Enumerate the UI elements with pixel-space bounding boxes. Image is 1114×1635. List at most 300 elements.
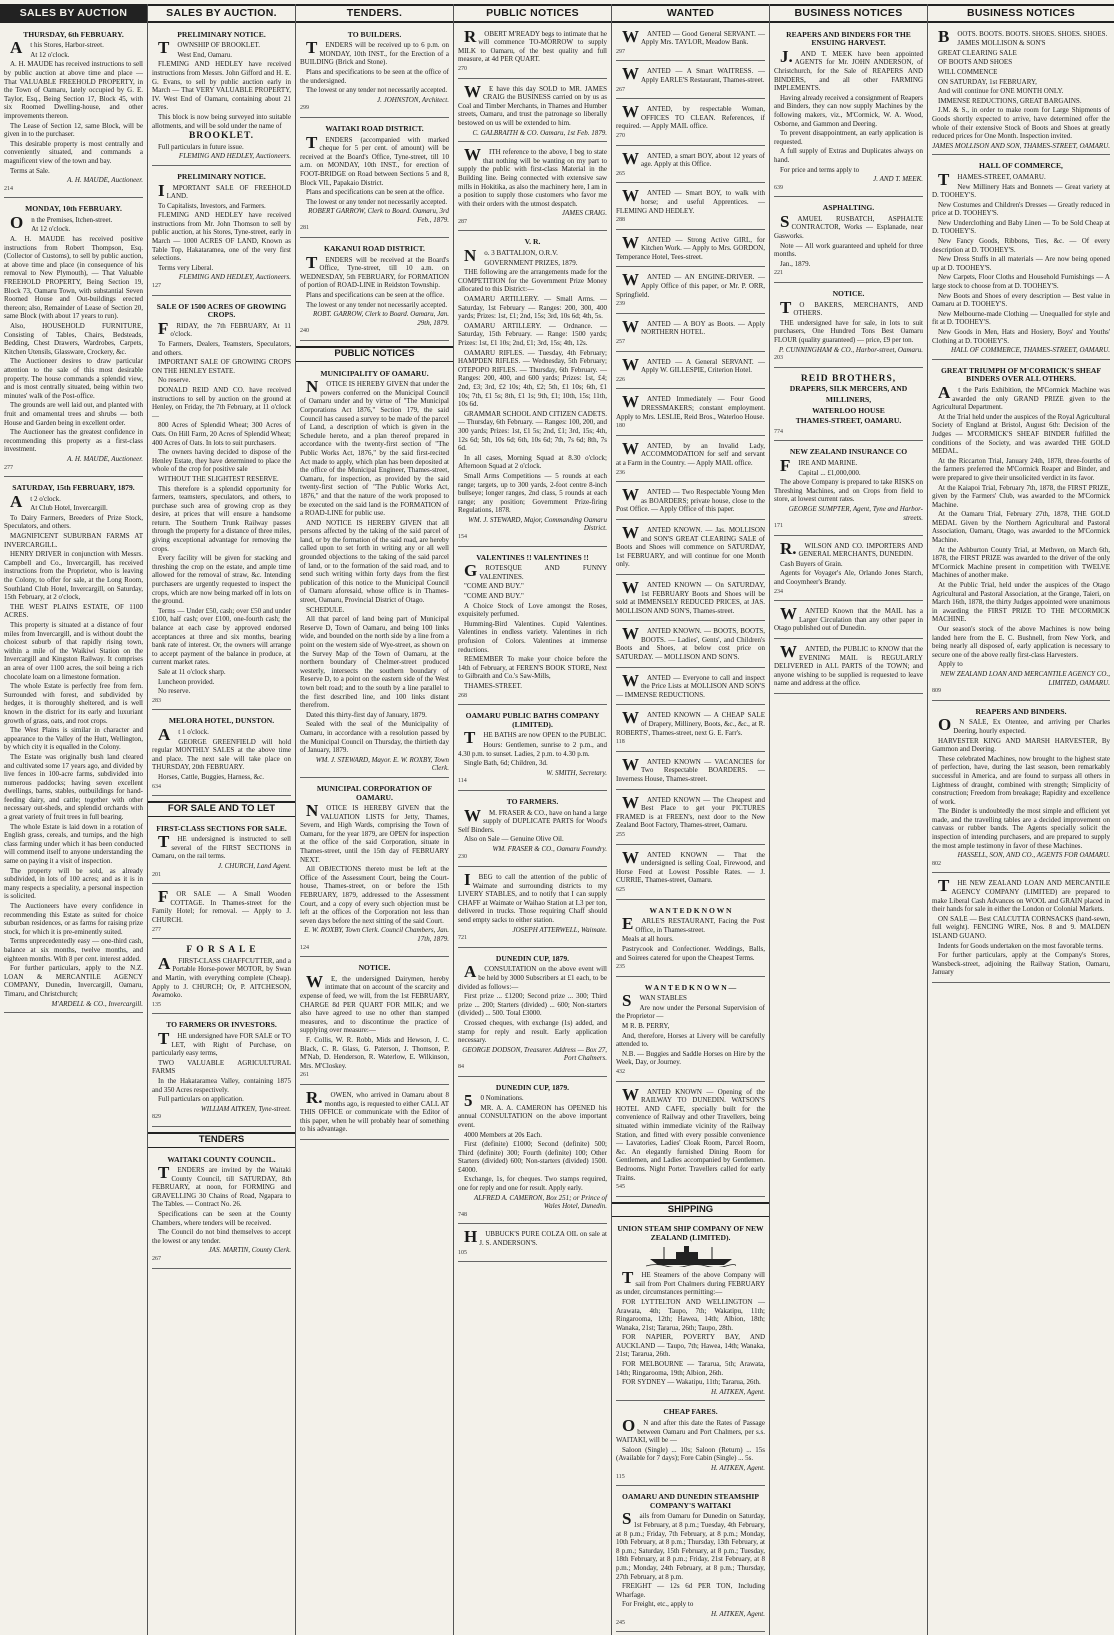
advertisement bbox=[4, 27, 143, 199]
ad-text: TENDERS are invited by the Waitaki County Council, till SATURDAY, 8th FEBRUARY, at noon, for FORMING and GRAVELLING 30 Chains of Road, Ngapara to The Tables. — Contract No. 26. bbox=[152, 1163, 291, 1209]
advertisement bbox=[152, 887, 291, 939]
ad-heading: DRAPERS, SILK MERCERS, AND bbox=[789, 384, 908, 394]
ad-text: ON and after this date the Rates of Passage between Oamaru and Port Chalmers, per s.s. WAITAKI, will be — bbox=[616, 1416, 765, 1445]
ad-number: 261 bbox=[300, 1072, 309, 1079]
ad-text: This desirable property is most centrally and conveniently situated, and commands a magnificent view of the town and bay. bbox=[4, 139, 143, 165]
ad-heading: KAKANUI ROAD DISTRICT. bbox=[324, 244, 425, 254]
ad-text: TO BAKERS, MERCHANTS, AND OTHERS. bbox=[780, 297, 923, 318]
ad-text: FOR SYDNEY — Wakatipu, 11th; Tararua, 26th. bbox=[622, 1378, 761, 1387]
ad-text: WANTED, the PUBLIC to KNOW that the EVENING MAIL is REGULARLY DELIVERED in ALL PARTS of the TOWN; and anyone wishing to be supplied is requested to leave name and address at the office. bbox=[774, 642, 923, 688]
ad-signature: A. H. MAUDE, Auctioneer. bbox=[67, 454, 143, 463]
advertisement bbox=[616, 485, 765, 520]
ad-heading: WAITAKI ROAD DISTRICT. bbox=[325, 123, 424, 133]
steamship-icon bbox=[616, 1245, 765, 1270]
ad-text: WANTED, by an Invalid Lady, ACCOMMODATION for self and servant at a Farm in the Country. — Apply MAIL office. bbox=[616, 438, 765, 467]
ad-text: THAMES-STREET. bbox=[464, 681, 523, 690]
ad-text: THE undersigned have FOR SALE or TO LET, with Right of Purchase, on particularly easy terms, bbox=[152, 1028, 291, 1058]
section-banner: TENDERS bbox=[148, 1132, 295, 1148]
ad-text: This property is situated at a distance of four miles from Invercargill, and is without doubt the choicest suburb of that rapidly rising town, within a mile of the Waikiwi Station on the Invercargill and Kingston Railway. It comprises an area of over 1100 acres, the soil being a rich chocolate loam on a limestone formation. bbox=[4, 621, 143, 681]
ad-text: Sealed with the seal of the Municipality of Oamaru, in accordance with a resolution passed by the Municipal Council on Thursday, the thirtieth day of January, 1879. bbox=[300, 720, 449, 755]
ad-text: West End, Oamaru. bbox=[177, 50, 232, 59]
advertisement bbox=[774, 604, 923, 639]
ad-number: 277 bbox=[4, 464, 13, 471]
ad-text: WANTED — AN ENGINE-DRIVER. — Apply Office of this paper, or Mr. P. ORR, Springfield. bbox=[616, 270, 765, 299]
ad-number: 297 bbox=[616, 48, 625, 55]
ad-text: At the Riccarton Trial, January 24th, 1878, three-fourths of the farmers preferred the M'Cormick Reaper and Binder, and were prepared to give their unsolicited verdict in its favor. bbox=[932, 456, 1110, 482]
ad-text: GREAT CLEARING SALE bbox=[938, 48, 1017, 57]
ad-number: 180 bbox=[616, 423, 625, 430]
ad-text: MR. A. A. CAMERON has OPENED his annual CONSULTATION on the above important event. bbox=[458, 1103, 607, 1129]
ad-number: 809 bbox=[932, 688, 941, 695]
ad-text: Specifications can be seen at the County Chambers, where tenders will be received. bbox=[152, 1210, 291, 1227]
ad-heading: NEW ZEALAND INSURANCE CO bbox=[789, 447, 908, 457]
ad-signature: HALL OF COMMERCE, THAMES-STREET, OAMARU. bbox=[951, 346, 1110, 355]
ad-text: Hours: Gentlemen, sunrise to 2 p.m., and 4.30 p.m. to sunset. Ladies, 2 p.m. to 4.30 p.m. bbox=[458, 740, 607, 758]
ad-text: SAMUEL RUSBATCH, ASPHALTE CONTRACTOR, Works — Esplanade, near Gasworks. bbox=[774, 211, 923, 241]
ad-text: FOR NAPIER, POVERTY BAY, AND AUCKLAND — Taupo, 7th; Hawea, 14th; Wanaka, 21st; Tararua, 26th. bbox=[616, 1333, 765, 1359]
advertisement bbox=[152, 821, 291, 885]
ad-text: The Auctioneers have every confidence in recommending this Estate as suited for choice suburban residences, or as farms for raising prize stock, for which it is pre-eminently suited. bbox=[4, 902, 143, 936]
ad-text: Plans and specifications can be seen at the office. bbox=[306, 188, 445, 197]
ad-heading: SALE OF 1500 ACRES OF GROWING CROPS. bbox=[156, 301, 287, 320]
ad-text: GROTESQUE AND FUNNY VALENTINES. bbox=[464, 561, 607, 581]
ad-number: 84 bbox=[458, 1063, 464, 1070]
ad-signature: M'ARDELL & CO., Invercargill. bbox=[51, 999, 143, 1008]
ad-heading: TO FARMERS. bbox=[506, 796, 559, 806]
ad-text: The Auctioneer desires to draw particular attention to the sale of this most desirable property. The house commands a splendid view, and is most centrally situated, being within two minutes' walk of the Post-office. bbox=[4, 357, 143, 400]
ad-number: 277 bbox=[152, 926, 161, 933]
ad-text: WANTED — A General SERVANT. — Apply W. GILLESPIE, Criterion Hotel. bbox=[622, 354, 765, 375]
ad-text: Every facility will be given for stacking and threshing the crop on the estate, and ample time allowed for the removal of straw, &c. Intending purchasers are urgently requested to inspect the crops, which are now being marked off in lots on the ground. bbox=[152, 554, 291, 606]
ad-text: Terms — Under £50, cash; over £50 and under £100, half cash; over £100, one-fourth cash; the balance at each case by approved endorsed acceptances at three and six months, bearing bank rate of interest. Or, the owners will arrange to accept payment of the balance in produce, at current market rates. bbox=[152, 606, 291, 667]
ad-number: 239 bbox=[616, 301, 625, 308]
ad-number: 270 bbox=[616, 132, 625, 139]
advertisement bbox=[616, 64, 765, 99]
ad-number: 245 bbox=[616, 1619, 625, 1626]
ad-text: For Freight, etc., apply to bbox=[622, 1600, 694, 1609]
advertisement bbox=[4, 480, 143, 1013]
ad-heading: TO BUILDERS. bbox=[347, 29, 402, 39]
ad-heading: DUNEDIN CUP, 1879. bbox=[495, 1082, 570, 1092]
ad-text: In all cases, Morning Squad at 8.30 o'clock; Afternoon Squad at 2 o'clock. bbox=[458, 453, 607, 471]
ad-number: 265 bbox=[616, 170, 625, 177]
ad-text: ON SATURDAY, 1st FEBRUARY, bbox=[938, 77, 1037, 86]
ad-text: THE undersigned is instructed to sell several of the FIRST SECTIONS in Oamaru, on the rail terms. bbox=[152, 832, 291, 861]
ad-text: The West Plains is similar in character and appearance to the Valley of the Hutt, Wellington, by which city it is equalled in the Colony. bbox=[4, 726, 143, 752]
ad-heading: OAMARU PUBLIC BATHS COMPANY (LIMITED). bbox=[465, 711, 600, 729]
advertisement bbox=[152, 27, 291, 166]
section-banner: PUBLIC NOTICES bbox=[296, 346, 453, 362]
ad-text: WM. FRASER & CO., have on hand a large supply of DUPLICATE PARTS for Wood's Self Binders. bbox=[458, 805, 607, 834]
ad-text: FREIGHT — 12s 6d PER TON, Including Wharfage. bbox=[616, 1582, 765, 1599]
ad-text: And will continue for ONE MONTH ONLY. bbox=[938, 87, 1064, 96]
ad-text: 4000 Members at 20s Each. bbox=[464, 1130, 542, 1139]
ad-signature: J. JOHNSTON, Architect. bbox=[376, 95, 449, 104]
ad-signature: JAS. MARTIN, County Clerk. bbox=[208, 1246, 291, 1255]
ad-text: Terms unprecedentedly easy — one-third cash, balance at six months, twelve months, and eighteen months. With 8 per cent. interest added. bbox=[4, 937, 143, 963]
ad-number: 235 bbox=[616, 964, 625, 971]
ad-number: 432 bbox=[616, 1069, 625, 1076]
advertisement bbox=[616, 270, 765, 313]
ad-text: At his Stores, Harbor-street. bbox=[10, 38, 104, 58]
ad-heading: NOTICE. bbox=[832, 289, 865, 299]
ad-signature: J. CHURCH, Land Agent. bbox=[218, 862, 291, 871]
advertisement bbox=[932, 876, 1110, 983]
ad-text: F. Collis, W. R. Robb, Mids and Hewson, J. C. Black, C. R. Glass, G. Paterson, J. Thomson, P. M'Nab, D. Henderson, R. Waterlow, E. Wilkinson, Mrs. M'Closkey. bbox=[300, 1035, 449, 1070]
ad-heading: OAMARU AND DUNEDIN STEAMSHIP COMPANY'S WAITAKI bbox=[622, 1492, 759, 1510]
ad-text: WANTED Known that the MAIL has a Larger Circulation than any other paper in Otago published out of Dunedin. bbox=[774, 604, 923, 633]
section-banner: SHIPPING bbox=[612, 1202, 769, 1218]
ad-text: M R. B. PERRY, bbox=[622, 1022, 670, 1031]
advertisement bbox=[300, 121, 449, 238]
advertisement bbox=[932, 158, 1110, 359]
advertisement bbox=[616, 848, 765, 900]
ad-signature: WM. FRASER & CO., Oamaru Foundry. bbox=[492, 844, 607, 853]
ad-text: At the Trial held under the auspices of the Royal Agricultural Society of England at Bristol, August 6th: Decision of the Judges — M'CORMICK'S SHEAF BINDER fulfilled the conditions of the Society, and was awarded THE GOLD MEDAL. bbox=[932, 412, 1110, 456]
ad-signature: W. SMITH, Secretary. bbox=[546, 768, 607, 777]
ad-text: WE, the undersigned Dairymen, hereby intimate that on account of the scarcity and expense of feed, we will, from the 1st FEBRUARY, CHARGE 8d PER QUART FOR MILK; and we also have agreed to use no other than stamped measures, and to discontinue the practice of supplying over measure:— bbox=[300, 971, 449, 1035]
advertisement bbox=[774, 286, 923, 368]
ad-text: Saloon (Single) ... 10s; Saloon (Return) ... 15s (Available for 7 days); Fore Cabin (Single) ... 5s. bbox=[616, 1445, 765, 1463]
ad-heading: HALL OF COMMERCE, bbox=[979, 161, 1063, 171]
advertisement bbox=[616, 355, 765, 390]
ad-text: At the Ashburton County Trial, at Methven, on March 6th, 1878, the FIRST PRIZE was awarded to the driver of the only M'Cormick Machine present in competition with TWELVE Machines of another make. bbox=[932, 545, 1110, 580]
ad-text: IMMENSE REDUCTIONS, GREAT BARGAINS. bbox=[938, 96, 1082, 105]
ad-text: ON SALE, Ex Otentee, and arriving per Charles Deering, hourly expected. bbox=[938, 715, 1110, 735]
ad-signature: GEORGE SUMPTER, Agent, Tyne and Harbor-streets. bbox=[788, 504, 923, 522]
ad-text: GRAMMAR SCHOOL AND CITIZEN CADETS. — Thursday, 6th February. — Ranges: 100, 200, and 300 yards; Prizes: 1st, £1 5s; 2nd, £1; 3rd, 15s; 4th, 12s 6d; 5th, 10s 6d; 6th, 10s 6d; 7th, 7s 6d; 8th, 7s 6d. bbox=[458, 409, 607, 453]
ad-number: 240 bbox=[300, 328, 309, 335]
ad-heading: THAMES-STREET, OAMARU. bbox=[795, 416, 902, 426]
ad-signature: J. AND T. MEEK. bbox=[873, 175, 923, 184]
advertisement bbox=[616, 27, 765, 62]
advertisement bbox=[152, 1152, 291, 1269]
ad-text: Having already received a consignment of Reapers and Binders, they can now supply Machines by the following makers, viz., M'Cormick, W. A. Wood, Osborne, and Gammon and Deering. bbox=[774, 93, 923, 128]
advertisement bbox=[616, 392, 765, 435]
ad-text: The owners having decided to dispose of the Henley Estate, they have determined to place the whole of the crop for positive sale bbox=[152, 448, 291, 474]
ad-text: WANTED — Good General SERVANT. — Apply Mrs. TAYLOR, Meadow Bank. bbox=[622, 26, 765, 47]
ad-text: WANTED — Strong Active GIRL, for Kitchen Work. — Apply to Mrs. GORDON, Temperance Hotel, Tees-street. bbox=[616, 232, 765, 261]
ad-text: Also, HOUSEHOLD FURNITURE, Consisting of Tables, Chairs, Bedsteads, Bedding, Chest Drawers, Wardrobes, Carpets, Kitchen Utensils, Glassware, Crockery, &c. bbox=[4, 322, 143, 356]
ad-text: THE WEST PLAINS ESTATE, OF 1100 ACRES. bbox=[4, 602, 143, 620]
ad-text: The Binder is undoubtedly the most simple and efficient yet made, and the travelling tables are a decided improvement on canvass or rubber bands. The Agents specially solicit the inspection of intending purchasers, and are prepared to supply the most ample testimony in favor of these Machines. bbox=[932, 807, 1110, 850]
ad-text: REMEMBER To make your choice before the 14th of February, at FEREN'S BOOK STORE, Next to Gilbraith and Co.'s Saw-Mills, bbox=[458, 655, 607, 681]
section-banner: BUSINESS NOTICES bbox=[928, 4, 1114, 23]
ad-text: TENDERS (accompanied with marked cheque for 5 per cent. of amount) will be received at the Board's Office, Tyne-street, till 10 a.m. on MONDAY, 10th INST., for erection of FOOT-BRIDGE on Road between Sections 5 and 8, Block VII., Papakaio District. bbox=[300, 132, 449, 187]
ad-text: To prevent disappointment, an early application is requested. bbox=[774, 129, 923, 146]
advertisement bbox=[458, 870, 607, 948]
advertisement bbox=[616, 1085, 765, 1197]
ad-text: J.M. & S., in order to make room for Large Shipments of Goods shortly expected to arrive, have determined offer the whole of their extensive Stock of Boots and Shoes at greatly reduced prices for One Month. Inspection invited. bbox=[932, 106, 1110, 141]
ad-number: 230 bbox=[458, 854, 467, 861]
page-column bbox=[612, 4, 770, 1635]
ad-number: 257 bbox=[616, 339, 625, 346]
ad-heading: SATURDAY, 15th FEBRUARY, 1879. bbox=[12, 483, 135, 493]
ad-text: At the Oamaru Trial, February 27th, 1878, THE GOLD MEDAL Given by the Northern Agricultural and Pastoral Association, Oamaru, Otago, was awarded to the M'Cormick Machine. bbox=[932, 510, 1110, 545]
ad-text: WANTED — Two Respectable Young Men as BOARDERS; private house, close to the Post Office. — Apply Office of this paper. bbox=[616, 485, 765, 514]
ad-text: New Millinery Hats and Bonnets — Great variety at D. TOOHEY'S. bbox=[932, 182, 1110, 200]
ad-text: WANTED — A Smart WAITRESS. — Apply EARLE'S Restaurant, Thames-street. bbox=[622, 64, 765, 84]
ad-text: ROBERT M'READY begs to intimate that he will commence TO-MORROW to supply MILK to Oamaru, of the best quality and full measure, at 4d PER QUART. bbox=[458, 26, 607, 64]
ad-text: Plans and specifications to be seen at the office of the undersigned. bbox=[300, 67, 449, 85]
advertisement bbox=[152, 942, 291, 1014]
ad-text: FRIDAY, the 7th FEBRUARY, At 11 o'clock. bbox=[158, 318, 291, 339]
ad-text: NOTICE IS HEREBY GIVEN that the VALUATION LISTS for Jetty, Thames, Severn, and High Wards, comprising the Town of Oamaru, for the year 1879, are OPEN for inspection at the office of the said Corporation, situate in Thames-street, until the 15th day of FEBRUARY NEXT. bbox=[300, 801, 449, 864]
ad-text: A full supply of Extras and Duplicates always on hand. bbox=[774, 147, 923, 164]
advertisement bbox=[774, 27, 923, 198]
page-column bbox=[454, 4, 612, 1635]
ad-text: FIRE AND MARINE. bbox=[780, 455, 858, 475]
advertisement bbox=[774, 539, 923, 602]
ad-text: The Lease of Section 12, same Block, will be given in to the purchaser. bbox=[4, 121, 143, 139]
ad-text: FLEMING AND HEDLEY have received instructions from Messrs. John Gifford and H. E. G. Evans, to sell by public auction early in March — That VERY VALUABLE PROPERTY, IV. West End of Oamaru, containing about 21 acres. bbox=[152, 60, 291, 112]
advertisement bbox=[4, 201, 143, 477]
ad-text: WANTED KNOWN — VACANCIES for Two Respectable BOARDERS. — Inverness House, Thames-street. bbox=[616, 754, 765, 783]
ad-text: At Club Hotel, Invercargill. bbox=[30, 504, 108, 513]
section-banner: SALES BY AUCTION bbox=[0, 4, 147, 23]
ad-text: WANTED KNOWN. — BOOTS, BOOTS, BOOTS. — Ladies', Gents', and Children's Boots and Shoes, at below cost price on SATURDAY. — MOLLISON AND SON'S. bbox=[616, 624, 765, 662]
ad-heading: VALENTINES !! VALENTINES !! bbox=[476, 552, 589, 562]
ad-signature: WM. J. STEWARD, Mayor. E. W. ROXBY, Town Clerk. bbox=[315, 755, 449, 773]
ad-number: 625 bbox=[616, 886, 625, 893]
ad-text: A. H. MAUDE has received instructions to sell by public auction at above time and place — That VALUABLE FREEHOLD PROPERTY, in the Town of Oamaru, lately occupied by G. E. Taylor, Esq., Being Section 17, Block 45, with six Roomed Dwelling-house, and other improvements thereon. bbox=[4, 60, 143, 120]
ad-text: New Goods in Men, Hats and Hosiery, Boys' and Youths' Clothing at D. TOOHEY'S. bbox=[932, 328, 1110, 345]
ad-text: The lowest or any tender not necessarily accepted. bbox=[306, 197, 448, 206]
ad-text: New Dress Stuffs in all materials — Are now being opened up at D. TOOHEY'S. bbox=[932, 255, 1110, 272]
ad-text: New Carpets, Floor Cloths and Household Furnishings — A large stock to choose from at D. TOOHEY'S. bbox=[932, 273, 1110, 291]
ad-text: WANTED KNOWN. — Jas. MOLLISON and SON'S GREAT CLEARING SALE of Boots and Shoes will commence on SATURDAY, 1st FEBRUARY, and will continue for one Month only. bbox=[616, 522, 765, 569]
ad-text: WILL COMMENCE bbox=[938, 67, 998, 76]
ad-text: TWO VALUABLE AGRICULTURAL FARMS bbox=[152, 1058, 291, 1076]
ad-text: To Farmers, Dealers, Teamsters, Speculators, and others. bbox=[152, 340, 291, 357]
advertisement bbox=[616, 1221, 765, 1401]
ad-text: WANTED — Everyone to call and inspect the Price Lists at MOLLISON AND SON'S — IMMENSE REDUCTIONS. bbox=[616, 670, 765, 699]
ad-heading: WAITAKI COUNTY COUNCIL. bbox=[167, 1154, 276, 1164]
ad-text: TOWNSHIP OF BROOKLET. bbox=[158, 38, 260, 58]
ad-text: The Council do not bind themselves to accept the lowest or any tender. bbox=[152, 1228, 291, 1245]
ad-text: JAMES MOLLISON & SON'S bbox=[957, 39, 1046, 48]
ad-heading: MELORA HOTEL, DUNSTON. bbox=[168, 716, 275, 726]
ad-text: Also on Sale — Genuine Olive Oil. bbox=[464, 835, 564, 844]
ad-number: 234 bbox=[774, 588, 783, 595]
ad-heading: THURSDAY, 6th FEBRUARY. bbox=[23, 29, 124, 39]
ad-text: IMPORTANT SALE OF FREEHOLD LAND. bbox=[158, 180, 291, 201]
ad-number: 748 bbox=[458, 1211, 467, 1218]
ad-number: 226 bbox=[616, 376, 625, 383]
ad-text: At 1 o'clock. bbox=[158, 724, 209, 744]
ad-text: Full particulars in future issue. bbox=[158, 142, 244, 151]
ad-number: 214 bbox=[4, 185, 13, 192]
ad-signature: ROBT. GARROW, Clerk to Board. Oamaru, Jan. 29th, 1879. bbox=[312, 310, 449, 327]
ad-text: All that parcel of land being part of Municipal Reserve D, Town of Oamaru, and being 100 links wide, and bounded on the north side by a line from a point on the western side of Wye-street, as shown on the Survey Map of the Town of Oamaru, at the northern boundary of Chelmer-street produced westerly, intersects the southern boundary of Reserve D, to a point on the eastern side of the West town belt road; and to the south by a line parallel to the first described line, and 100 links distant therefrom. bbox=[300, 615, 449, 710]
ad-text: Plans and specifications can be seen at the office. bbox=[306, 291, 445, 300]
ad-text: 50 Nominations. bbox=[464, 1091, 524, 1111]
ad-text: Note — All work guaranteed and upheld for three months. bbox=[774, 241, 923, 259]
ad-text: IMPORTANT SALE OF GROWING CROPS ON THE HENLEY ESTATE. bbox=[152, 358, 291, 375]
ad-heading: W A N T E D K N O W N — bbox=[644, 982, 737, 992]
advertisement bbox=[458, 708, 607, 791]
ad-text: MAGNIFICENT SUBURBAN FARMS AT INVERCARGILL. bbox=[4, 532, 143, 549]
ad-text: No reserve. bbox=[158, 687, 191, 696]
advertisement bbox=[616, 624, 765, 667]
ad-text: "COME AND BUY." bbox=[464, 582, 524, 591]
ad-text: The lowest or any tender not necessarily accepted. bbox=[306, 86, 448, 95]
ad-heading: FIRST-CLASS SECTIONS FOR SALE. bbox=[156, 823, 287, 833]
ad-text: Meals at all hours. bbox=[622, 935, 674, 944]
ad-text: HUBBUCK'S PURE COLZA OIL on sale at J. S. ANDERSON'S. bbox=[464, 1227, 607, 1248]
advertisement bbox=[616, 317, 765, 352]
page-column bbox=[296, 4, 454, 1635]
ad-number: 118 bbox=[616, 739, 625, 746]
ad-text: All OBJECTIONS thereto must be left at the Office of the Assessment Court, being the Court-house, Thames-street, on or before the 15th FEBRUARY, 1879, addressed to the Assessment Court, and a copy of every such objection must be left at the offices of the Corporation not less than seven days before the next sitting of the said Court. bbox=[300, 865, 449, 925]
advertisement bbox=[152, 1017, 291, 1127]
ad-text: At 12 o'clock. bbox=[30, 50, 70, 59]
ad-text: WITH reference to the above, I beg to state that nothing will be wanting on my part to supply the public with first-class Material in the Building line. Being connected with extensive saw mills in Hokitika, as also the machinery here, I am in a position to supply those customers who favor me with their orders with the utmost despatch. bbox=[458, 145, 607, 208]
ad-title: REID BROTHERS, bbox=[800, 373, 897, 384]
ad-text: SWAN STABLES bbox=[622, 991, 687, 1011]
ad-heading: ASPHALTING. bbox=[822, 203, 875, 213]
advertisement bbox=[616, 708, 765, 751]
ad-text: To Capitalists, Investors, and Farmers. bbox=[158, 201, 266, 210]
ad-text: WANTED KNOWN — Opening of the RAILWAY TO DUNEDIN. WATSON'S HOTEL AND CAFE, specially built for the convenience of Railway and other Travellers, being situated within immediate vicinity of the Railway Station, and fitted with every possible convenience — Lavatories, Ladies' Cloak Room, Parcel Room, &c. An elegantly furnished Dining Room for Gentlemen, and Ladies accompanied by Gentlemen. Bedrooms. Night Porter. Travellers called for early Trains. bbox=[616, 1084, 765, 1182]
ad-heading: V. R. bbox=[524, 237, 541, 247]
ad-number: 135 bbox=[152, 1001, 161, 1008]
advertisement bbox=[774, 200, 923, 283]
ad-text: NOTICE IS HEREBY GIVEN that under the powers conferred on the Municipal Council of Oamaru under and by virtue of "The Municipal Corporations Act 1876," Section 179, the said Council has caused a survey to be made of the parcel of Land, a description of which is given in the Schedule hereto, and a plan thereof prepared in accordance with the twenty-first section of "The Public Works Act, 1876," by the said first-recited Act made to apply, which plan has been deposited at the office of the Municipal Engineer, Thames-street, Oamaru, for inspection, as provided by the said twenty-first section of "The Public Works Act, 1876," and that the nature of the work proposed to be executed on the said land is the FORMATION of a ROAD-LINE for public use. bbox=[300, 377, 449, 518]
ad-text: Crossed cheques, with exchange (1s) added, and stamp for reply and result. Early application necessary. bbox=[458, 1018, 607, 1045]
ad-heading: DUNEDIN CUP, 1879. bbox=[495, 953, 570, 963]
ad-text: "COME AND BUY." bbox=[464, 592, 524, 601]
ad-number: 287 bbox=[458, 218, 467, 225]
ad-signature: JOSEPH ATTERWELL, Waimate. bbox=[512, 925, 607, 934]
ad-text: HARVESTER KING AND MARSH HARVESTER, By Gammon and Deering. bbox=[932, 736, 1110, 754]
section-banner: FOR SALE AND TO LET bbox=[148, 801, 295, 817]
ad-number: 299 bbox=[300, 105, 309, 112]
ad-text: WANTED — A BOY as Boots. — Apply NORTHERN HOTEL. bbox=[622, 316, 765, 337]
ad-text: ON SALE — Best CALCUTTA CORNSACKS (hand-sewn, full weight). FENCING WIRE, Nos. 8 and 9. MALDEN ISLAND GUANO. bbox=[932, 914, 1110, 940]
ad-text: IBEG to call the attention of the public of Waimate and surrounding districts to my LIVERY STABLES, and to notify that I can supply CHAFF at Waimate or Waihao Station at L3 per ton, delivered in trucks. Those requiring Chaff should send empty sacks to either station. bbox=[458, 870, 607, 925]
ad-text: Indents for Goods undertaken on the most favorable terms. bbox=[938, 941, 1104, 950]
ad-text: 800 Acres of Splendid Wheat; 300 Acres of Oats. On Hill Farm, 20 Acres of Splendid Wheat; 400 Acres of Oats. In lots to suit purchasers. bbox=[152, 421, 291, 447]
ad-text: WANTED Immediately — Four Good DRESSMAKERS; constant employment. Apply to Mrs. LESLIE, Reid Bros., Waterloo House. bbox=[616, 392, 765, 421]
ad-number: 255 bbox=[616, 831, 625, 838]
ad-text: FOR LYTTELTON AND WELLINGTON — Arawata, 4th; Taupo, 7th; Wakatipu, 11th; Ringarooma, 12th; Hawea, 14th; Albion, 18th; Wanaka, 21st; Tararua, 26th; Taupo, 28th. bbox=[616, 1297, 765, 1332]
ad-text: The Estate was originally bush land cleared and cultivated some 17 years ago, and divided by live fences in 100-acre farms, subdivided into numerous paddocks; having seven excellent dwellings, barns, stables, outbuildings for hand-feeding dairy, and cattle; together with other necessary out-sheds, and splendid orchards with a great variety of fruit trees in full bearing. bbox=[4, 752, 143, 822]
ad-number: 802 bbox=[932, 860, 941, 867]
ad-text: TENDERS will be received at the Board's Office, Tyne-street, till 10 a.m. on WEDNESDAY, 5th FEBRUARY, for FORMATION of portion of ROAD-LINE in Reidston Township. bbox=[300, 252, 449, 290]
ad-number: 221 bbox=[774, 270, 783, 277]
ad-signature: WM. J. STEWARD, Major, Commanding Oamaru District. bbox=[468, 515, 607, 533]
ad-heading: REAPERS AND BINDERS FOR THE ENSUING HARVEST. bbox=[786, 29, 911, 48]
ad-text: TENDERS will be received up to 6 p.m. on MONDAY, 10th INST., for the Erection of a BUILDING (Brick and Stone). bbox=[300, 38, 449, 67]
ad-text: FOR MELBOURNE — Tararua, 5th; Arawata, 14th; Ringarooma, 19th; Albion, 26th. bbox=[616, 1360, 765, 1377]
ad-text: HENRY DRIVER in conjunction with Messrs. Campbell and Co., Invercargill, has received instructions from the Proprietor, who is leaving the Colony, to offer for sale, at the Long Room, Southland Club Hotel, Invercargill, on Saturday, 15th February, at 2 o'clock, bbox=[4, 550, 143, 602]
ad-heading: MONDAY, 10th FEBRUARY. bbox=[25, 204, 122, 214]
ad-text: EARLE'S RESTAURANT, Facing the Post Office, in Thames-street. bbox=[622, 914, 765, 934]
ad-text: To Dairy Farmers, Breeders of Prize Stock, Speculators, and others. bbox=[4, 513, 143, 531]
ad-text: WANTED KNOWN — That the undersigned is selling Coal, Firewood, and Horse Feed at Lowest Possible Rates. — J. CURRIE, Thames-street, Oamaru. bbox=[616, 847, 765, 885]
ad-text: New Underclothing and Baby Linen — To be Sold Cheap at D. TOOHEY'S. bbox=[932, 218, 1110, 236]
ad-signature: C. GALBRAITH & CO. Oamaru, 1st Feb. 1879. bbox=[472, 128, 607, 137]
ad-heading: MUNICIPALITY OF OAMARU. bbox=[320, 368, 429, 378]
ad-number: 105 bbox=[458, 1249, 467, 1256]
advertisement bbox=[300, 241, 449, 341]
ad-signature: WILLIAM AITKEN, Tyne-street. bbox=[200, 1104, 291, 1113]
advertisement bbox=[616, 980, 765, 1082]
ad-number: 154 bbox=[458, 534, 467, 541]
ad-heading: TO FARMERS OR INVESTORS. bbox=[166, 1020, 277, 1030]
ad-text: WANTED KNOWN — The Cheapest and Best Place to get your PICTURES FRAMED is at FREEN's, next door to the New Zealand Boot Factory, Thames-street, Oamaru. bbox=[616, 792, 765, 830]
ad-text: Are now under the Personal Supervision of the Proprietor — bbox=[616, 1003, 765, 1021]
ad-number: 203 bbox=[774, 355, 783, 362]
advertisement bbox=[458, 234, 607, 546]
ad-number: 545 bbox=[616, 1184, 625, 1191]
page-column bbox=[928, 4, 1114, 1635]
ad-title: BROOKLET. bbox=[188, 131, 255, 142]
section-banner: SALES BY AUCTION. bbox=[148, 4, 295, 23]
ad-number: 281 bbox=[300, 225, 309, 232]
ad-text: This therefore is a splendid opportunity for farmers, teamsters, speculators, and others, to purchase such area of growing crop as they desire, at prices that will ensure a handsome return. The Southern Trunk Railway passes through the property for a distance of three miles, giving exceptional advantage for removing the crops. bbox=[152, 484, 291, 553]
ad-text: OF BOOTS AND SHOES bbox=[938, 58, 1013, 67]
ad-text: For further particulars, apply to the N.Z. LOAN & MERCANTILE AGENCY COMPANY, Dunedin, Invercargill, Oamaru, Timaru, and Christchurch; bbox=[4, 964, 143, 998]
advertisement bbox=[616, 186, 765, 229]
ad-heading: PRELIMINARY NOTICE. bbox=[177, 171, 266, 181]
advertisement bbox=[616, 671, 765, 706]
page-column bbox=[148, 4, 296, 1635]
advertisement bbox=[616, 102, 765, 145]
ad-heading: MUNICIPAL CORPORATION OF OAMARU. bbox=[316, 783, 433, 802]
advertisement bbox=[616, 903, 765, 977]
ad-number: 288 bbox=[616, 217, 625, 224]
ad-text: WANTED, by respectable Woman, OFFICES TO CLEAN. References, if required. — Apply MAIL office. bbox=[616, 102, 765, 131]
ad-number: 201 bbox=[152, 871, 161, 878]
ad-text: Terms very Liberal. bbox=[158, 263, 214, 272]
ad-number: 236 bbox=[616, 469, 625, 476]
advertisement bbox=[300, 366, 449, 778]
advertisement bbox=[458, 951, 607, 1077]
ad-text: THE NEW ZEALAND LOAN AND MERCANTILE AGENCY COMPANY (LIMITED) are prepared to make Liberal Cash Advances on WOOL and GRAIN placed in their hands for sale in either the London or Colonial Markets. bbox=[932, 876, 1110, 914]
ad-number: 721 bbox=[458, 935, 467, 942]
page-column bbox=[770, 4, 928, 1635]
ad-signature: JAMES CRAIG. bbox=[561, 209, 607, 218]
advertisement bbox=[458, 794, 607, 867]
ad-text: New Melbourne-made Clothing — Unequalled for style and fit at D. TOOHEY'S. bbox=[932, 309, 1110, 327]
ad-signature: NEW ZEALAND LOAN AND MERCANTILE AGENCY CO., LIMITED, OAMARU. bbox=[940, 669, 1110, 687]
ad-signature: ROBERT GARROW, Clerk to Board. Oamaru, 3rd Feb., 1879. bbox=[308, 207, 449, 224]
ad-text: R.OWEN, who arrived in Oamaru about 8 months ago, is requested to either CALL AT THIS OFFICE or communicate with the Editor of this paper, when he will probably hear of something to his advantage. bbox=[300, 1087, 449, 1134]
ad-signature: FLEMING AND HEDLEY, Auctioneers. bbox=[178, 273, 291, 282]
ad-number: 268 bbox=[458, 692, 467, 699]
ad-text: SCHEDULE. bbox=[306, 605, 345, 614]
ad-signature: HASSELL, SON, AND CO., AGENTS FOR OAMARU. bbox=[957, 851, 1110, 860]
advertisement bbox=[616, 149, 765, 184]
ad-text: AFIRST-CLASS CHAFFCUTTER, and a Portable Horse-power MOTOR, by Swan and Martin, with everything complete (Cheap). Apply to J. CHURCH; Or, P. AITCHESON, Awamoko. bbox=[152, 953, 291, 1000]
ad-text: WANTED, a smart BOY, about 12 years of age. Apply at this Office. bbox=[622, 148, 765, 169]
ad-text: THE following are the arrangements made for the COMPETITION for the Government Prize Money allocated to this District:— bbox=[458, 268, 607, 294]
advertisement bbox=[616, 1489, 765, 1632]
ad-text: Terms at Sale. bbox=[10, 166, 50, 175]
ad-text: Sale at 11 o'clock sharp. bbox=[158, 667, 226, 676]
ad-heading: REAPERS AND BINDERS. bbox=[975, 706, 1067, 716]
ad-signature: H. AITKEN, Agent. bbox=[711, 1387, 765, 1396]
ad-text: Pastrycook and Confectioner. Weddings, Balls, and Soirees catered for upon the Cheapest Terms. bbox=[616, 944, 765, 962]
ad-text: THE Steamers of the above Company will sail from Port Chalmers during FEBRUARY as under, circumstances permitting:— bbox=[616, 1268, 765, 1297]
ad-text: BOOTS. BOOTS. BOOTS. SHOES. SHOES. SHOES. bbox=[938, 26, 1108, 46]
ad-text: GOVERNMENT PRIZES, 1879. bbox=[484, 258, 578, 267]
advertisement bbox=[458, 1227, 607, 1262]
ad-text: At 12 o'clock. bbox=[31, 225, 71, 234]
ad-text: Cash Buyers of Grain. bbox=[780, 559, 843, 568]
